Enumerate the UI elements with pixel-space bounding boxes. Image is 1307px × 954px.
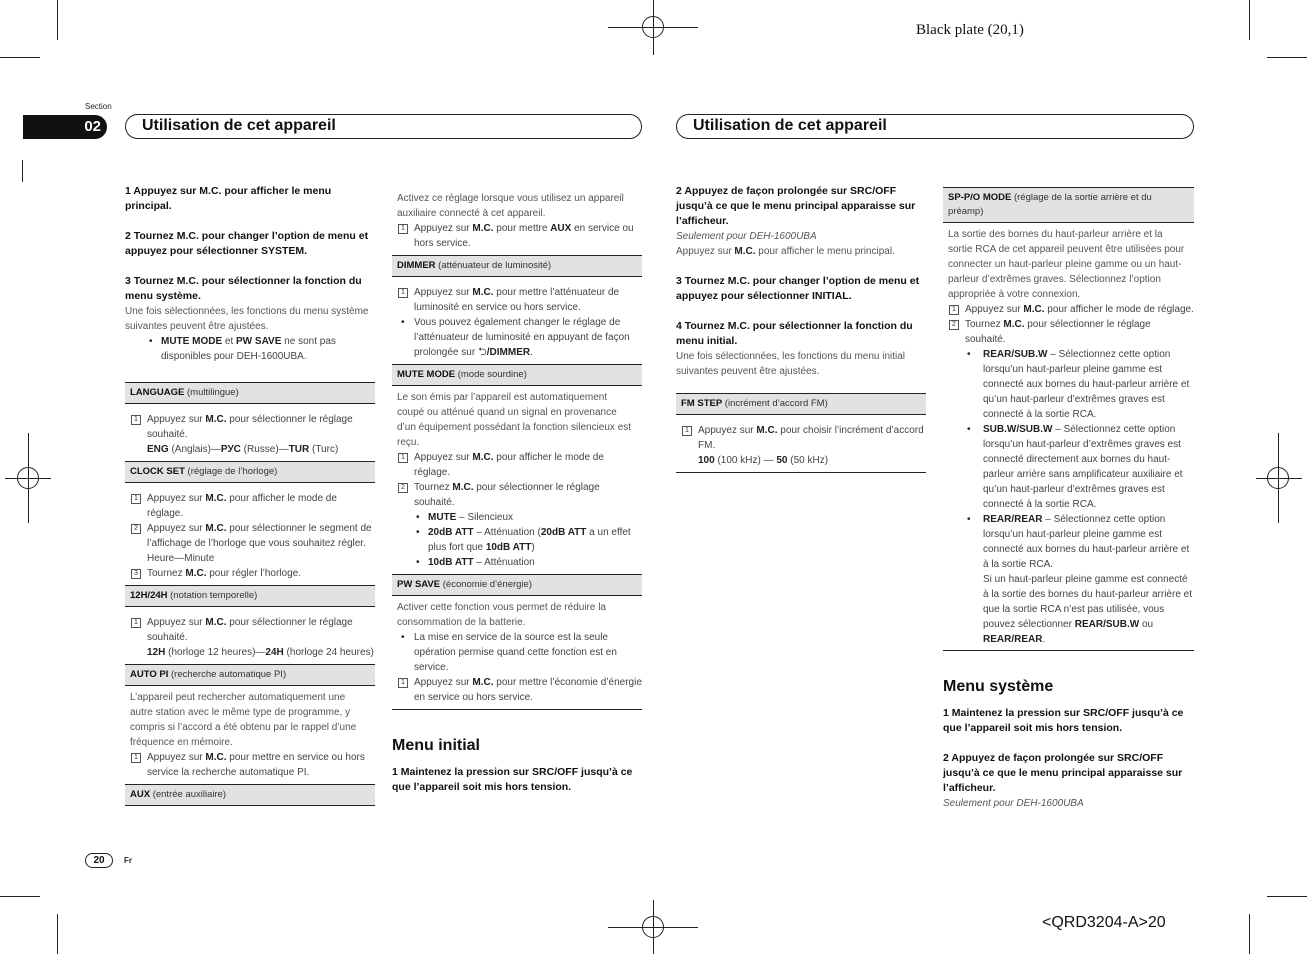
registration-mark [653,900,654,954]
system-step-2: 2 Appuyez de façon prolongée sur SRC/OFF jusqu’à ce que le menu principal apparaisse sur l’afficheur. [943,752,1183,794]
section-end-line [676,472,926,473]
setting-aux: AUX (entrée auxiliaire) [125,784,375,806]
sp-po-text: La sortie des bornes du haut-parleur arrière et la sortie RCA de cet appareil peuvent être utilisées pour connecter un haut-parleur pleine gamme ou un haut-parleur d’extrêmes graves. Sélectionnez l’option appropriée à votre connexion. [948,229,1185,300]
initial-step-2: 2 Appuyez de façon prolongée sur SRC/OFF jusqu’à ce que le menu principal apparaisse sur l’afficheur. [676,185,916,227]
setting-fm-step: FM STEP (incrément d’accord FM) [676,393,926,415]
crop-mark [1249,914,1250,954]
pw-save-text: Activer cette fonction vous permet de réduire la consommation de la batterie. [397,602,606,628]
sp-po-option-1: • REAR/SUB.W – Sélectionnez cette option lorsqu’un haut-parleur pleine gamme est connecté aux bornes du haut-parleur arrière et qu’un haut-parleur d’extrêmes graves est connecté à la sortie RCA. [943,347,1194,422]
aux-text: Activez ce réglage lorsque vous utilisez un appareil auxiliaire connecté à cet appareil. [397,193,624,219]
crop-mark [0,57,40,58]
initial-step-3: 3 Tournez M.C. pour changer l’option de menu et appuyez pour sélectionner INITIAL. [676,275,920,302]
setting-12h-24h: 12H/24H (notation temporelle) [125,585,375,607]
clock-step-3: 3 Tournez M.C. pour régler l’horloge. [125,566,375,581]
header-left: Utilisation de cet appareil [125,114,642,139]
page-number: 20 [85,853,113,868]
h12-options: 12H (horloge 12 heures)—24H (horloge 24 heures) [147,647,374,658]
source-icon: ⮌ [477,346,487,358]
clock-step-1: 1 Appuyez sur M.C. pour afficher le mode de réglage. [125,491,375,521]
crop-mark [22,160,23,182]
crop-mark [0,896,40,897]
initial-step-4: 4 Tournez M.C. pour sélectionner la fonction du menu initial. [676,320,913,347]
initial-step-4-text: Une fois sélectionnées, les fonctions du menu initial suivantes peuvent être ajustées. [676,351,906,377]
setting-auto-pi: AUTO PI (recherche automatique PI) [125,664,375,686]
crop-mark [57,0,58,40]
mute-step-2: 2 Tournez M.C. pour sélectionner le réglage souhaité. [392,480,642,510]
auto-pi-step: 1 Appuyez sur M.C. pour mettre en service ou hors service la recherche automatique PI. [125,750,375,780]
document-code: <QRD3204-A>20 [1042,914,1166,931]
section-label: Section [85,102,112,111]
clock-segments: Heure—Minute [147,553,215,564]
mute-option-3: • 10dB ATT – Atténuation [392,555,642,570]
mute-text: Le son émis par l’appareil est automatiquement coupé ou atténué quand un signal en provenance d’un équipement possédant la fonction silencieux est reçu. [397,392,632,448]
system-step-1: 1 Maintenez la pression sur SRC/OFF jusqu’à ce que l’appareil soit mis hors tension. [943,707,1184,734]
setting-dimmer: DIMMER (atténuateur de luminosité) [392,255,642,277]
pw-save-bullet: • La mise en service de la source est la seule opération permise quand cette fonction est en service. [392,630,642,675]
column-1 [125,184,375,806]
note-bullet: • MUTE MODE et PW SAVE ne sont pas disponibles pour DEH-1600UBA. [125,334,375,364]
step-3-text: Une fois sélectionnées, les fonctions du menu système suivantes peuvent être ajustées. [125,306,369,332]
setting-mute-mode: MUTE MODE (mode sourdine) [392,364,642,386]
crop-mark [1249,0,1250,40]
aux-step: 1 Appuyez sur M.C. pour mettre AUX en service ou hors service. [392,221,642,251]
menu-initial-title: Menu initial [392,737,480,754]
step-1: 1 Appuyez sur M.C. pour afficher le menu principal. [125,185,332,212]
step-2: 2 Tournez M.C. pour changer l’option de menu et appuyez pour sélectionner SYSTEM. [125,230,369,257]
registration-mark [653,0,654,55]
section-number: 02 [23,115,107,139]
column-4 [943,187,1194,811]
initial-step-2-text: Appuyez sur M.C. pour afficher le menu principal. [676,246,895,257]
column-2 [392,191,642,795]
setting-pw-save: PW SAVE (économie d’énergie) [392,574,642,596]
header-right: Utilisation de cet appareil [676,114,1194,139]
crop-mark [1267,896,1307,897]
sp-po-option-3-note: Si un haut-parleur pleine gamme est connecté à la sortie des bornes du haut-parleur arrière et que la sortie RCA n’est pas utilisée, vous pouvez sélectionner REAR/SUB.W ou REAR/REAR. [983,574,1193,645]
dimmer-bullet: • Vous pouvez également changer le réglage de l’atténuateur de luminosité en appuyant de façon prolongée sur ⮌/DIMMER. [392,315,642,360]
language-step: 1 Appuyez sur M.C. pour sélectionner le réglage souhaité. [125,412,375,442]
step-3: 3 Tournez M.C. pour sélectionner la fonction du menu système. [125,275,362,302]
registration-mark [28,433,29,523]
registration-mark [1278,433,1279,523]
menu-systeme-title: Menu système [943,678,1054,695]
pw-save-step: 1 Appuyez sur M.C. pour mettre l’économie d’énergie en service ou hors service. [392,675,642,705]
system-step-2-note: Seulement pour DEH-1600UBA [943,798,1084,809]
menu-initial-step-1: 1 Maintenez la pression sur SRC/OFF jusqu’à ce que l’appareil soit mis hors tension. [392,766,633,793]
sp-po-step-2: 2 Tournez M.C. pour sélectionner le réglage souhaité. [943,317,1194,347]
setting-clock-set: CLOCK SET (réglage de l’horloge) [125,461,375,483]
dimmer-step: 1 Appuyez sur M.C. pour mettre l’atténuateur de luminosité en service ou hors service. [392,285,642,315]
sp-po-step-1: 1 Appuyez sur M.C. pour afficher le mode de réglage. [943,302,1194,317]
setting-language: LANGUAGE (multilingue) [125,382,375,404]
language-options: ENG (Anglais)—РУС (Russe)—TUR (Turc) [147,444,339,455]
mute-option-1: • MUTE – Silencieux [392,510,642,525]
column-3 [676,184,926,473]
sp-po-option-2: • SUB.W/SUB.W – Sélectionnez cette option lorsqu’un haut-parleur d’extrêmes graves est connecté directement aux bornes du haut-parleur arrière sans amplificateur auxiliaire et qu’un haut-parleur d’extrêmes graves est connecté à la sortie RCA. [943,422,1194,512]
fm-step: 1 Appuyez sur M.C. pour choisir l’incrément d’accord FM. [676,423,926,453]
clock-step-2: 2 Appuyez sur M.C. pour sélectionner le segment de l’affichage de l’horloge que vous souhaitez régler. [125,521,375,551]
plate-label: Black plate (20,1) [916,22,1024,38]
sp-po-option-3: • REAR/REAR – Sélectionnez cette option lorsqu’un haut-parleur pleine gamme est connecté aux bornes du haut-parleur arrière et à la sortie RCA. [943,512,1194,572]
language-code: Fr [124,856,132,865]
registration-mark [1256,478,1302,479]
auto-pi-text: L’appareil peut rechercher automatiquement une autre station avec le même type de programme, y compris si l’accord a été obtenu par le rappel d’une fréquence en mémoire. [130,692,357,748]
setting-sp-po-mode: SP-P/O MODE (réglage de la sortie arrière et du préamp) [943,187,1194,223]
initial-step-2-note: Seulement pour DEH-1600UBA [676,231,817,242]
mute-option-2: • 20dB ATT – Atténuation (20dB ATT a un effet plus fort que 10dB ATT) [392,525,642,555]
h12-step: 1 Appuyez sur M.C. pour sélectionner le réglage souhaité. [125,615,375,645]
crop-mark [57,914,58,954]
crop-mark [1267,57,1307,58]
mute-step-1: 1 Appuyez sur M.C. pour afficher le mode de réglage. [392,450,642,480]
fm-options: 100 (100 kHz) — 50 (50 kHz) [698,455,829,466]
